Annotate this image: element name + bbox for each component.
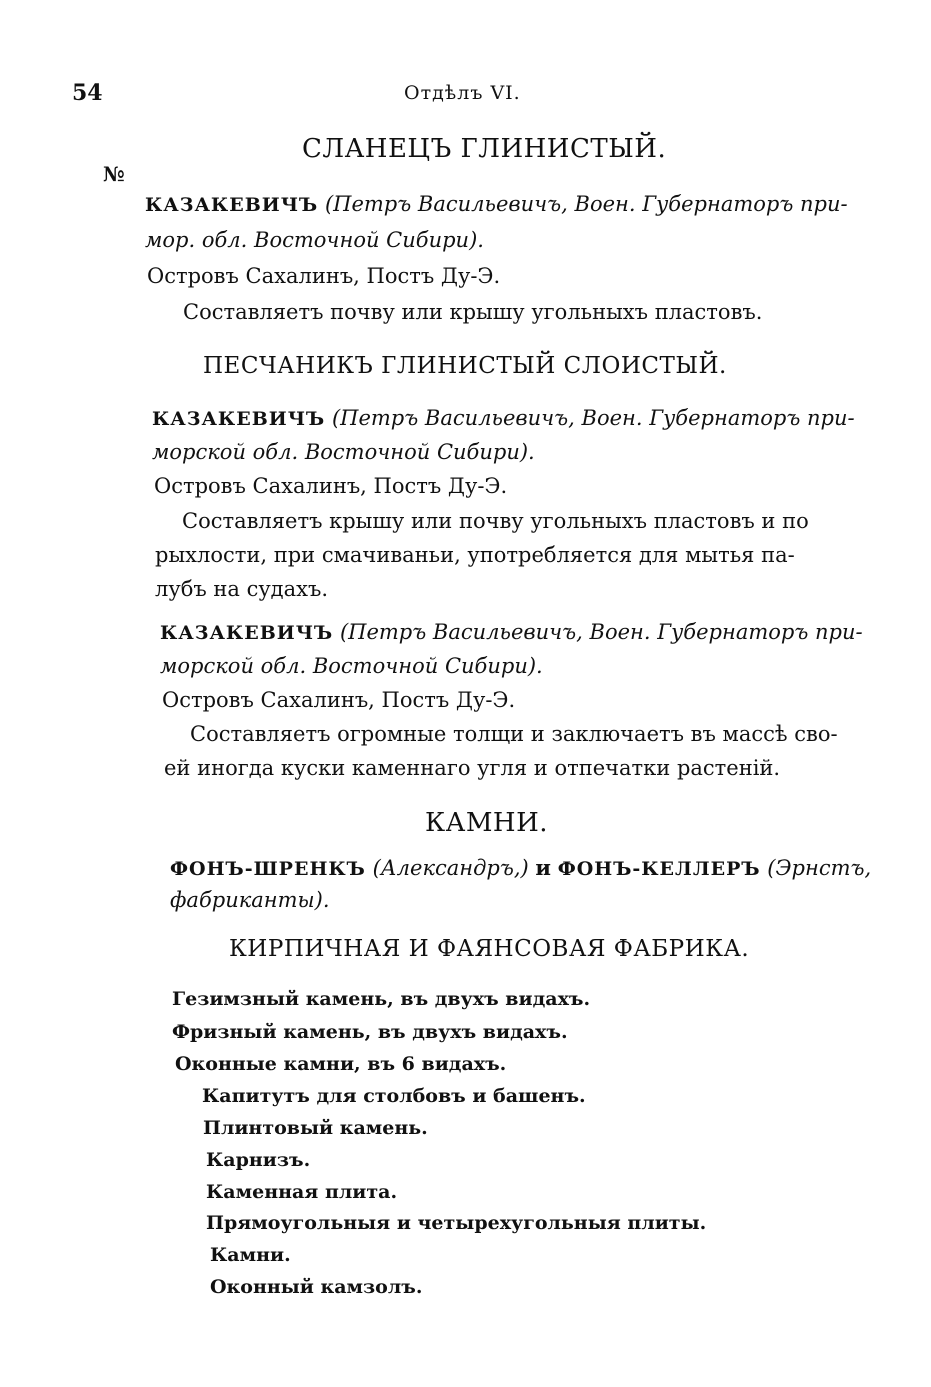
- exhibitor-detail: (Петръ Васильевичъ, Воен. Губернаторъ при-: [339, 620, 863, 644]
- entry-description: Составляетъ крышу или почву угольныхъ пластовъ и по: [182, 509, 809, 533]
- exhibitor-name: ФОНЪ-КЕЛЛЕРЪ: [557, 858, 761, 880]
- exhibitor-detail-cont: морской обл. Восточной Сибири).: [152, 440, 535, 464]
- entry-place: Островъ Сахалинъ, Постъ Ду-Э.: [154, 474, 508, 498]
- exhibitor-detail-cont: фабриканты).: [170, 888, 330, 912]
- exhibitor-name: КАЗАКЕВИЧЪ: [160, 622, 334, 644]
- exhibitor-name: ФОНЪ-ШРЕНКЪ: [170, 858, 366, 880]
- list-item: Карнизъ.: [206, 1149, 311, 1171]
- exhibitor-detail: (Александръ,): [372, 856, 529, 880]
- exhibitor-name: КАЗАКЕВИЧЪ: [145, 194, 319, 216]
- exhibitor-detail: (Петръ Васильевичъ, Воен. Губернаторъ при-: [324, 192, 848, 216]
- entry-description: лубъ на судахъ.: [155, 577, 329, 601]
- entry-description: ей иногда куски каменнаго угля и отпечатки растеній.: [164, 756, 781, 780]
- section-title: СЛАНЕЦЪ ГЛИНИСТЫЙ.: [302, 134, 667, 164]
- entry-exhibitor-line: [152, 406, 855, 430]
- entry-exhibitor-line: [160, 620, 863, 644]
- entry-exhibitor-line: [145, 192, 848, 216]
- entry-description: рыхлости, при смачиваньи, употребляется для мытья па-: [155, 543, 795, 567]
- entry-exhibitor-line: [170, 855, 871, 880]
- exhibitor-name: КАЗАКЕВИЧЪ: [152, 408, 326, 430]
- list-item: Оконный камзолъ.: [210, 1276, 423, 1298]
- entry-place: Островъ Сахалинъ, Постъ Ду-Э.: [147, 264, 501, 288]
- list-item: Каменная плита.: [206, 1181, 398, 1203]
- list-item: Камни.: [210, 1244, 291, 1266]
- page-number: 54: [72, 80, 103, 106]
- section-title: КАМНИ.: [425, 808, 549, 838]
- entry-description: Составляетъ почву или крышу угольныхъ пластовъ.: [183, 300, 763, 324]
- list-item: Фризный камень, въ двухъ видахъ.: [172, 1021, 568, 1043]
- exhibitor-detail-cont: мор. обл. Восточной Сибири).: [145, 228, 484, 252]
- entry-description: Составляетъ огромные толщи и заключаетъ въ массѣ сво-: [190, 722, 838, 746]
- list-item: Гезимзный камень, въ двухъ видахъ.: [172, 988, 591, 1010]
- running-head: Отдѣлъ VI.: [404, 82, 521, 104]
- list-item: Плинтовый камень.: [203, 1117, 428, 1139]
- list-item: Оконные камни, въ 6 видахъ.: [175, 1053, 507, 1075]
- exhibitor-detail: (Эрнстъ,: [767, 856, 872, 880]
- number-sign: №: [103, 162, 125, 186]
- entry-place: Островъ Сахалинъ, Постъ Ду-Э.: [162, 688, 516, 712]
- exhibitor-detail: (Петръ Васильевичъ, Воен. Губернаторъ при-: [331, 406, 855, 430]
- section-title: КИРПИЧНАЯ И ФАЯНСОВАЯ ФАБРИКА.: [229, 936, 750, 962]
- exhibitor-detail-cont: морской обл. Восточной Сибири).: [160, 654, 543, 678]
- list-item: Капитутъ для столбовъ и башенъ.: [202, 1085, 586, 1107]
- section-title: ПЕСЧАНИКЪ ГЛИНИСТЫЙ СЛОИСТЫЙ.: [203, 353, 727, 379]
- conjunction: и: [535, 855, 551, 880]
- list-item: Прямоугольныя и четырехугольныя плиты.: [206, 1212, 707, 1234]
